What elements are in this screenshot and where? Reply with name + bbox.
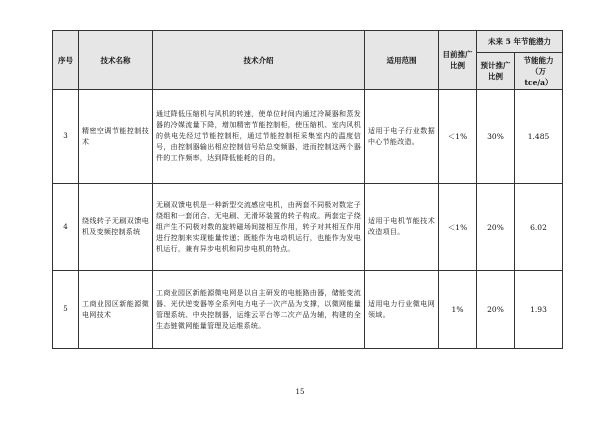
row-expected-ratio: 20% (477, 184, 515, 271)
row-scope: 适用于电子行业数据中心节能改造。 (365, 90, 439, 184)
table-row (53, 90, 563, 184)
row-name: 工商业园区新能源微电网技术 (79, 271, 153, 349)
row-no: 4 (53, 184, 79, 271)
header-scope: 适用范围 (365, 31, 439, 90)
row-intro: 工商业园区新能源微电网是以自主研发的电能路由器，储能变流器、光伏逆变器等全系列电力电子一次产品为支撑，以微网能量管理系统、中央控制器，运维云平台等二次产品为辅，构建的全生态链微网能量管理及运维系统。 (153, 271, 365, 349)
row-expected-ratio: 20% (477, 271, 515, 349)
header-no: 序号 (53, 31, 79, 90)
row-intro: 无刷双馈电机是一种新型交流感应电机，由两套不同极对数定子绕组和一套闭合、无电刷、无滑环装置的转子构成。两套定子绕组产生不同极对数的旋转磁场间接相互作用，转子对其相互作用进行控制来实现能量传递；既能作为电动机运行，也能作为发电机运行，兼有异步电机和同步电机的特点。 (153, 184, 365, 271)
row-no: 3 (53, 90, 79, 184)
row-expected-ratio: 30% (477, 90, 515, 184)
row-scope: 适用电力行业微电网领域。 (365, 271, 439, 349)
row-intro: 通过降低压缩机与风机的转速，使单位时间内通过冷凝器和蒸发器的冷媒流量下降，增加精密节能控制柜，使压缩机、室内风机的供电先经过节能控制柜，通过节能控制柜采集室内的温度信号，由控制器输出相应控制信号给总变频器，进而控制这两个器件的工作频率，达到降低能耗的目的。 (153, 90, 365, 184)
header-current-ratio: 目前推广比例 (439, 31, 477, 90)
row-name: 精密空调节能控制技术 (79, 90, 153, 184)
technology-table (52, 30, 563, 349)
row-current-ratio: 1% (439, 271, 477, 349)
row-saving: 1.93 (515, 271, 563, 349)
row-saving: 6.02 (515, 184, 563, 271)
table-row (53, 184, 563, 271)
row-no: 5 (53, 271, 79, 349)
row-current-ratio: ＜1% (439, 90, 477, 184)
header-intro: 技术介绍 (153, 31, 365, 90)
header-expected-ratio: 预计推广比例 (477, 53, 515, 90)
table-row (53, 271, 563, 349)
header-name: 技术名称 (79, 31, 153, 90)
row-current-ratio: ＜1% (439, 184, 477, 271)
header-future-group: 未来 5 年节能潜力 (477, 31, 563, 53)
row-saving: 1.485 (515, 90, 563, 184)
header-saving: 节能能力（万 tce/a） (515, 53, 563, 90)
row-scope: 适用于电机节能技术改造项目。 (365, 184, 439, 271)
row-name: 绕线转子无刷双馈电机及变频控制系统 (79, 184, 153, 271)
page-number: 15 (295, 388, 305, 396)
